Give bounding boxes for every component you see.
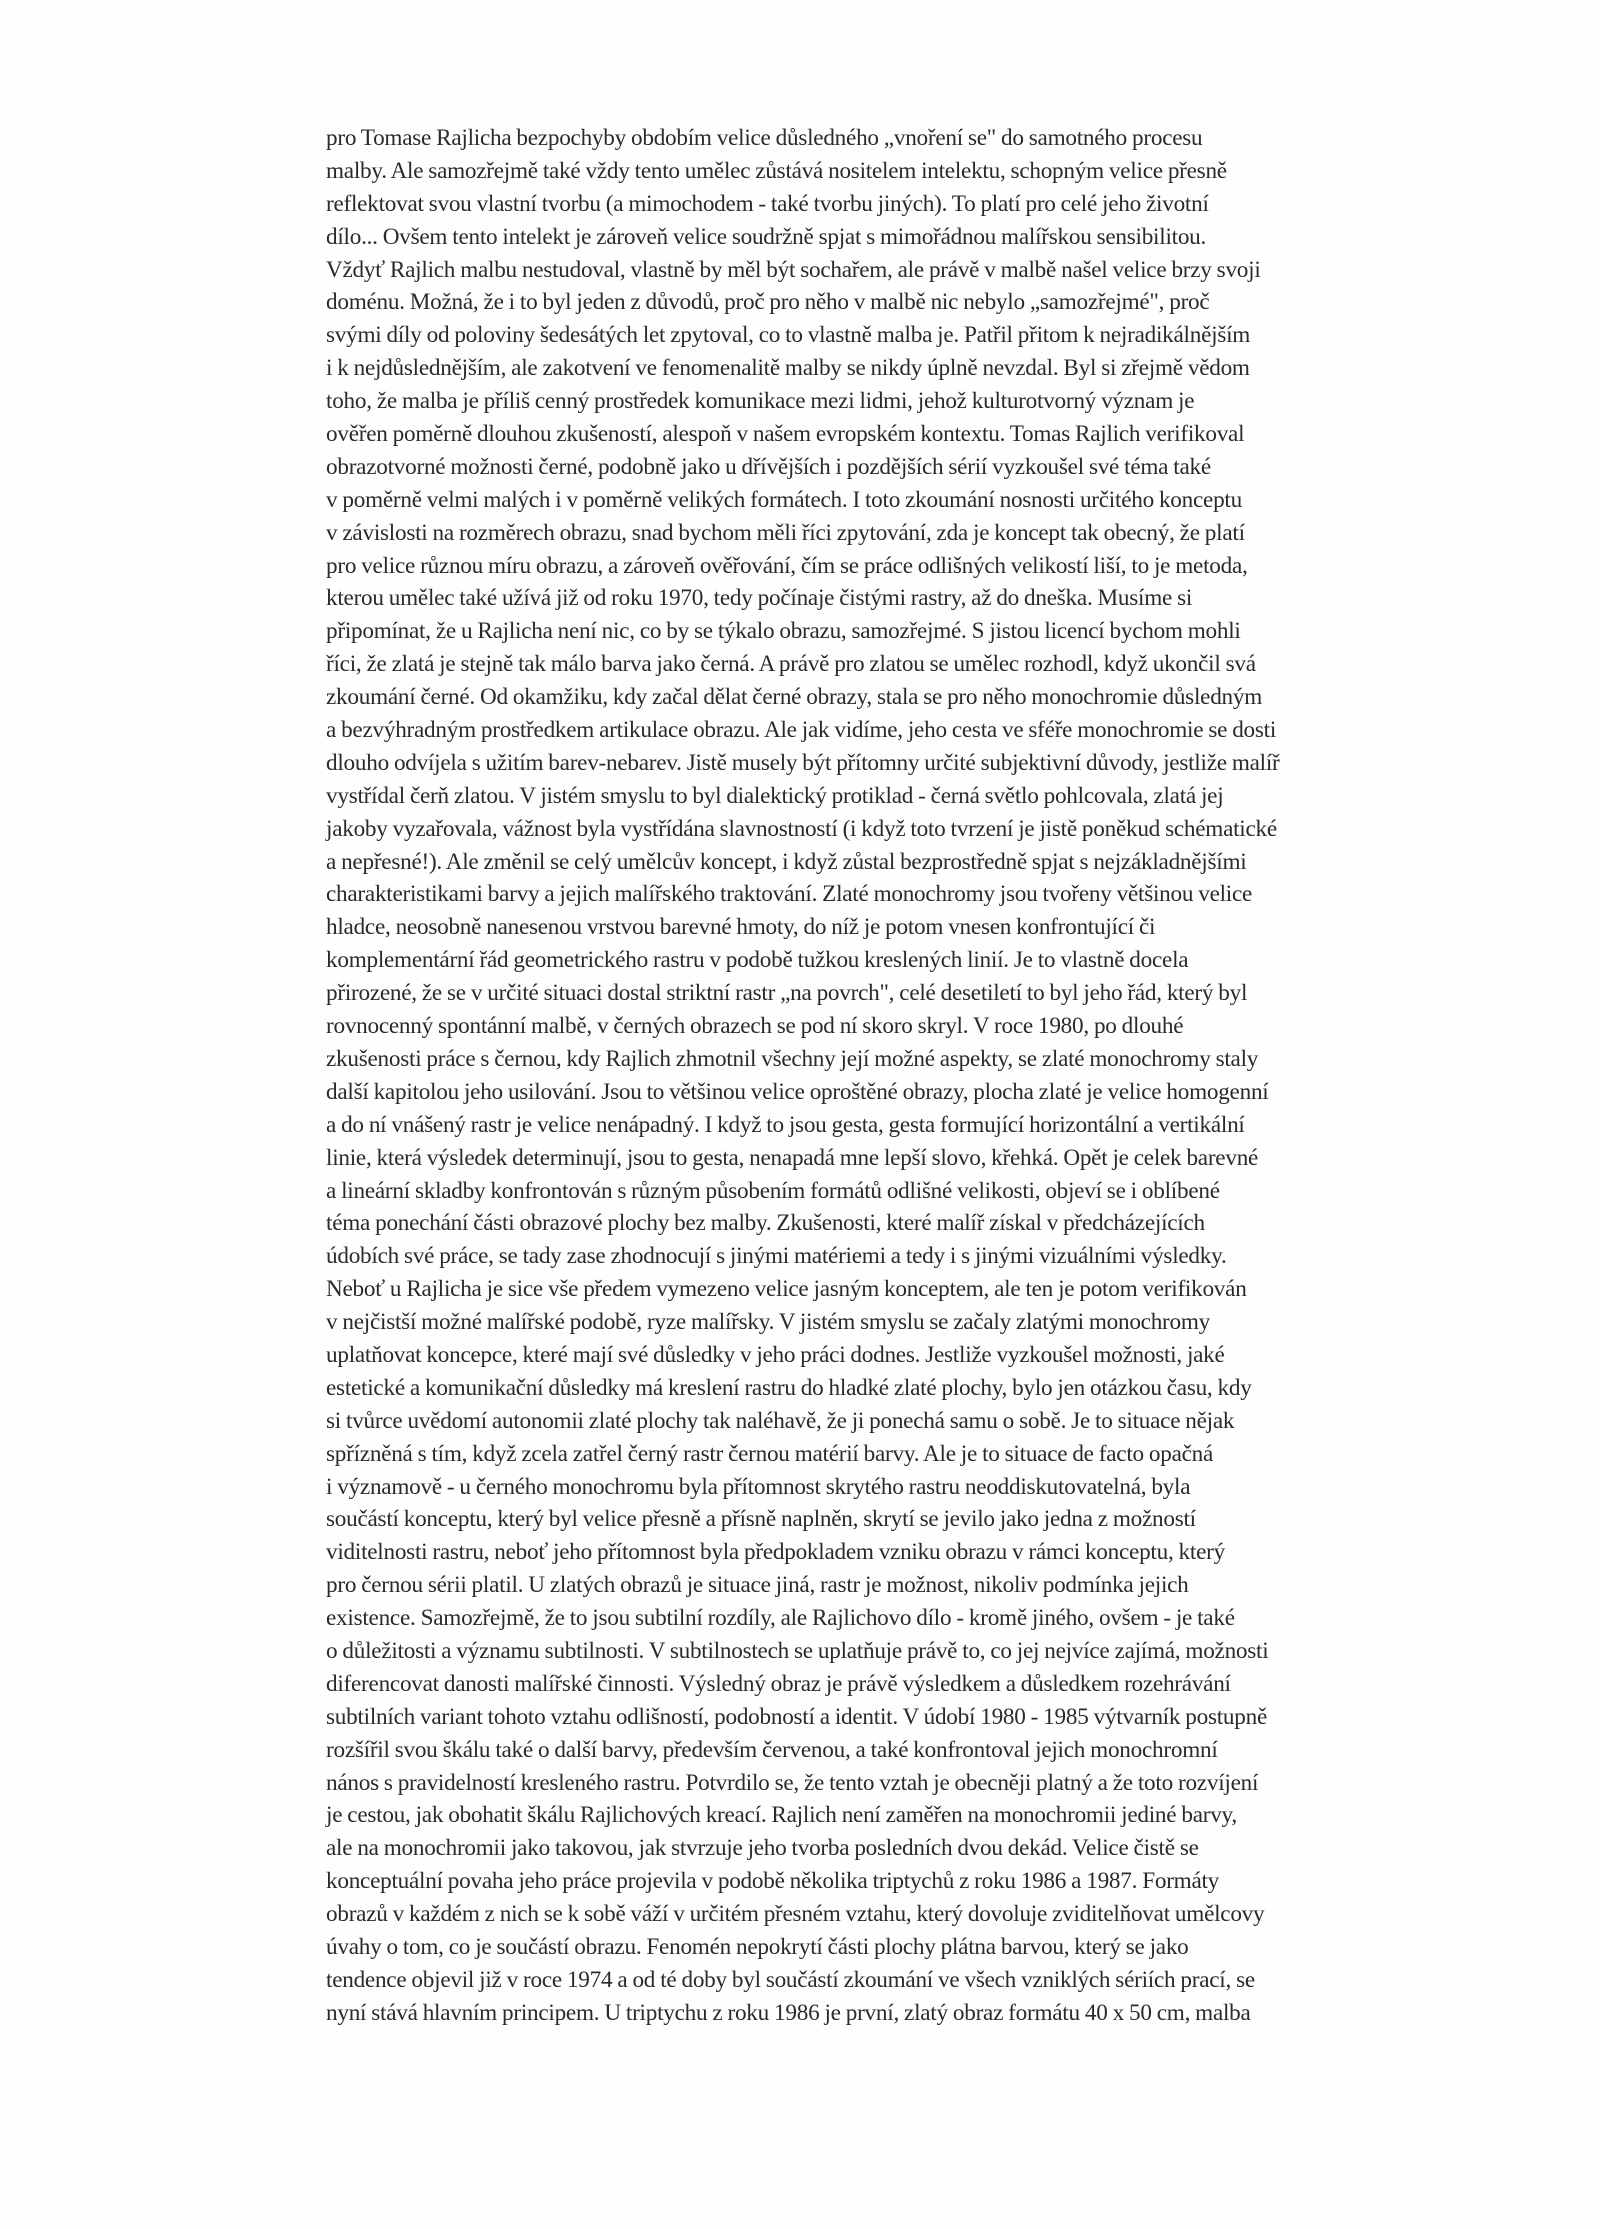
text-line: i k nejdůslednějším, ale zakotvení ve fenomenalitě malby se nikdy úplně nevzdal. Byl si zřejmě vědom bbox=[326, 355, 1250, 382]
body-text bbox=[326, 122, 1336, 2030]
text-line: v poměrně velmi malých i v poměrně velikých formátech. I toto zkoumání nosnosti určitého konceptu bbox=[326, 486, 1242, 513]
text-line: toho, že malba je příliš cenný prostředek komunikace mezi lidmi, jehož kulturotvorný význam je bbox=[326, 388, 1195, 415]
text-line: pro černou sérii platil. U zlatých obrazů je situace jiná, rastr je možnost, nikoliv podmínka jejich bbox=[326, 1572, 1189, 1599]
text-line: reflektovat svou vlastní tvorbu (a mimochodem - také tvorbu jiných). To platí pro celé jeho životní bbox=[326, 190, 1209, 217]
text-line: linie, která výsledek determinují, jsou to gesta, nenapadá mne lepší slovo, křehká. Opět je celek barevné bbox=[326, 1144, 1259, 1171]
text-line: estetické a komunikační důsledky má kreslení rastru do hladké zlaté plochy, bylo jen otázkou času, kdy bbox=[326, 1374, 1252, 1401]
text-line: připomínat, že u Rajlicha není nic, co by se týkalo obrazu, samozřejmé. S jistou licencí bychom mohli bbox=[326, 618, 1241, 645]
text-line: rozšířil svou škálu také o další barvy, především červenou, a také konfrontoval jejich monochromní bbox=[326, 1736, 1218, 1763]
text-line: charakteristikami barvy a jejich malířského traktování. Zlaté monochromy jsou tvořeny většinou velice bbox=[326, 881, 1253, 908]
text-line: ověřen poměrně dlouhou zkušeností, alespoň v našem evropském kontextu. Tomas Rajlich verifikoval bbox=[326, 421, 1245, 448]
text-line: Vždyť Rajlich malbu nestudoval, vlastně by měl být sochařem, ale právě v malbě našel velice brzy svoji bbox=[326, 256, 1261, 283]
text-line: svými díly od poloviny šedesátých let zpytoval, co to vlastně malba je. Patřil přitom k nejradikálnějším bbox=[326, 322, 1251, 349]
text-line: spřízněná s tím, když zcela zatřel černý rastr černou matérií barvy. Ale je to situace de facto opačná bbox=[326, 1440, 1214, 1467]
text-line: další kapitolou jeho usilování. Jsou to většinou velice oproštěné obrazy, plocha zlaté je velice homogenní bbox=[326, 1078, 1269, 1105]
text-line: součástí konceptu, který byl velice přesně a přísně naplněn, skrytí se jevilo jako jedna z možností bbox=[326, 1506, 1196, 1533]
text-line: komplementární řád geometrického rastru v podobě tužkou kreslených linií. Je to vlastně docela bbox=[326, 947, 1189, 974]
text-line: pro velice různou míru obrazu, a zároveň ověřování, čím se práce odlišných velikostí liší, to je metoda, bbox=[326, 552, 1248, 579]
text-line: hladce, neosobně nanesenou vrstvou barevné hmoty, do níž je potom vnesen konfrontující či bbox=[326, 914, 1156, 941]
text-line: a lineární skladby konfrontován s různým působením formátů odlišné velikosti, objeví se i oblíbené bbox=[326, 1177, 1220, 1204]
text-line: a do ní vnášený rastr je velice nenápadný. I když to jsou gesta, gesta formující horizontální a vertikální bbox=[326, 1111, 1245, 1138]
text-line: si tvůrce uvědomí autonomii zlaté plochy tak naléhavě, že ji ponechá samu o sobě. Je to situace nějak bbox=[326, 1407, 1235, 1434]
text-line: konceptuální povaha jeho práce projevila v podobě několika triptychů z roku 1986 a 1987. Formáty bbox=[326, 1868, 1220, 1895]
text-line: subtilních variant tohoto vztahu odlišností, podobností a identit. V údobí 1980 - 1985 výtvarník postupně bbox=[326, 1703, 1267, 1730]
text-line: zkušenosti práce s černou, kdy Rajlich zhmotnil všechny její možné aspekty, se zlaté monochromy staly bbox=[326, 1045, 1259, 1072]
text-line: obrazotvorné možnosti černé, podobně jako u dřívějších i pozdějších sérií vyzkoušel své téma také bbox=[326, 453, 1211, 480]
text-line: dlouho odvíjela s užitím barev-nebarev. Jistě musely být přítomny určité subjektivní důvody, jestliže malíř bbox=[326, 749, 1280, 776]
text-line: existence. Samozřejmě, že to jsou subtilní rozdíly, ale Rajlichovo dílo - kromě jiného, ovšem - je také bbox=[326, 1605, 1235, 1632]
text-line: tendence objevil již v roce 1974 a od té doby byl součástí zkoumání ve všech vzniklých sériích prací, se bbox=[326, 1966, 1255, 1993]
text-line: rovnocenný spontánní malbě, v černých obrazech se pod ní skoro skryl. V roce 1980, po dlouhé bbox=[326, 1013, 1184, 1040]
text-line: úvahy o tom, co je součástí obrazu. Fenomén nepokrytí části plochy plátna barvou, který se jako bbox=[326, 1933, 1189, 1960]
text-line: nyní stává hlavním principem. U triptychu z roku 1986 je první, zlatý obraz formátu 40 x 50 cm, malba bbox=[326, 1999, 1251, 2026]
text-line: kterou umělec také užívá již od roku 1970, tedy počínaje čistými rastry, až do dneška. Musíme si bbox=[326, 585, 1193, 612]
text-line: dílo... Ovšem tento intelekt je zároveň velice soudržně spjat s mimořádnou malířskou sensibilitou. bbox=[326, 223, 1207, 250]
text-line: i významově - u černého monochromu byla přítomnost skrytého rastru neoddiskutovatelná, byla bbox=[326, 1473, 1191, 1500]
text-line: vystřídal čerň zlatou. V jistém smyslu to byl dialektický protiklad - černá světlo pohlcovala, zlatá jej bbox=[326, 782, 1224, 809]
text-line: diferencovat danosti malířské činnosti. Výsledný obraz je právě výsledkem a důsledkem rozehrávání bbox=[326, 1670, 1231, 1697]
text-line: ale na monochromii jako takovou, jak stvrzuje jeho tvorba posledních dvou dekád. Velice čistě se bbox=[326, 1835, 1199, 1862]
text-line: zkoumání černé. Od okamžiku, kdy začal dělat černé obrazy, stala se pro něho monochromie důsledným bbox=[326, 684, 1263, 711]
text-line: a nepřesné!). Ale změnil se celý umělcův koncept, i když zůstal bezprostředně spjat s nejzákladnějšími bbox=[326, 848, 1247, 875]
text-line: doménu. Možná, že i to byl jeden z důvodů, proč pro něho v malbě nic nebylo „samozřejmé", proč bbox=[326, 289, 1210, 316]
text-line: o důležitosti a významu subtilnosti. V subtilnostech se uplatňuje právě to, co jej nejvíce zajímá, možnosti bbox=[326, 1637, 1269, 1664]
text-line: obrazů v každém z nich se k sobě váží v určitém přesném vztahu, který dovoluje zviditelňovat umělcovy bbox=[326, 1901, 1265, 1928]
text-line: údobích své práce, se tady zase zhodnocují s jinými matériemi a tedy i s jinými vizuálními výsledky. bbox=[326, 1243, 1227, 1270]
text-line: nános s pravidelností kresleného rastru. Potvrdilo se, že tento vztah je obecněji platný a že toto rozvíjení bbox=[326, 1769, 1259, 1796]
text-line: viditelnosti rastru, neboť jeho přítomnost byla předpokladem vzniku obrazu v rámci konceptu, který bbox=[326, 1539, 1225, 1566]
text-line: uplatňovat koncepce, které mají své důsledky v jeho práci dodnes. Jestliže vyzkoušel možnosti, jaké bbox=[326, 1341, 1225, 1368]
text-line: pro Tomase Rajlicha bezpochyby obdobím velice důsledného „vnoření se" do samotného procesu bbox=[326, 125, 1203, 151]
text-line: je cestou, jak obohatit škálu Rajlichových kreací. Rajlich není zaměřen na monochromii jediné barvy, bbox=[326, 1802, 1237, 1829]
text-line: přirozené, že se v určité situaci dostal striktní rastr „na povrch", celé desetiletí to byl jeho řád, který byl bbox=[326, 980, 1248, 1007]
text-line: Neboť u Rajlicha je sice vše předem vymezeno velice jasným konceptem, ale ten je potom verifikován bbox=[326, 1276, 1247, 1303]
text-line: v závislosti na rozměrech obrazu, snad bychom měli říci zpytování, zda je koncept tak obecný, že platí bbox=[326, 519, 1245, 546]
text-line: jakoby vyzařovala, vážnost byla vystřídána slavnostností (i když toto tvrzení je jistě poněkud schématické bbox=[326, 815, 1277, 842]
text-line: téma ponechání části obrazové plochy bez malby. Zkušenosti, které malíř získal v předcházejících bbox=[326, 1210, 1205, 1237]
text-line: malby. Ale samozřejmě také vždy tento umělec zůstává nositelem intelektu, schopným velice přesně bbox=[326, 157, 1227, 184]
text-line: v nejčistší možné malířské podobě, ryze malířsky. V jistém smyslu se začaly zlatými monochromy bbox=[326, 1309, 1210, 1336]
text-line: říci, že zlatá je stejně tak málo barva jako černá. A právě pro zlatou se umělec rozhodl, když ukončil svá bbox=[326, 651, 1256, 678]
text-line: a bezvýhradným prostředkem artikulace obrazu. Ale jak vidíme, jeho cesta ve sféře monochromie se dosti bbox=[326, 717, 1277, 744]
